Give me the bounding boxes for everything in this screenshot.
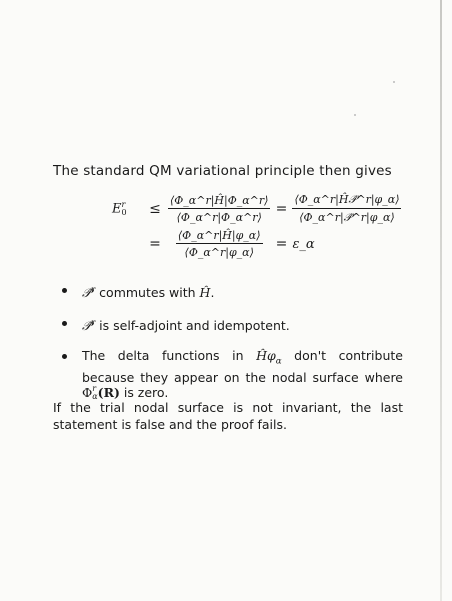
fraction-2-numerator: ⟨Φ_α^r|Ĥ𝒫̂^r|φ_α⟩ [292,193,401,209]
fraction-1 [168,194,270,224]
bullet-list [58,282,403,415]
fraction-3-denominator: ⟨Φ_α^r|φ_α⟩ [184,246,254,259]
bullet-item-commutes: 𝒫̂$^r$ commutes with Ĥ. [58,282,403,301]
equation-lhs: E r 0 [112,200,127,217]
relation-eq-1: = [275,201,288,217]
relation-eq-2: = [149,236,161,252]
conclusion-text: If the trial nodal surface is not invariant, the last statement is false and the proof fails. [53,400,403,432]
fraction-2 [292,193,401,225]
fraction-2-denominator: ⟨Φ_α^r|𝒫̂^r|φ_α⟩ [299,211,395,224]
relation-leq: ≤ [149,201,161,217]
page-edge [440,0,442,601]
scan-speck [354,114,356,116]
bullet-dot [62,354,67,359]
intro-text: The standard QM variational principle then gives [53,163,392,179]
variational-equation [112,193,401,259]
bullet-dot [62,288,67,293]
equation-result: ε_α [292,236,315,252]
fraction-3 [168,229,270,259]
fraction-1-numerator: ⟨Φ_α^r|Ĥ|Φ_α^r⟩ [170,194,269,207]
relation-eq-3: = [275,236,288,252]
bullet-dot [62,321,67,326]
fraction-3-numerator: ⟨Φ_α^r|Ĥ|φ_α⟩ [177,229,261,242]
bullet-item-self-adjoint: 𝒫̂$^r$ is self-adjoint and idempotent. [58,315,403,334]
fraction-1-denominator: ⟨Φ_α^r|Φ_α^r⟩ [176,211,262,224]
scan-speck [393,81,395,83]
bullet-item-delta-functions: The delta functions in $Ĥ\varphi_\alpha$ don't contribute because they appear on the nodal surface where Φ r α (R) is zero. [58,348,403,401]
